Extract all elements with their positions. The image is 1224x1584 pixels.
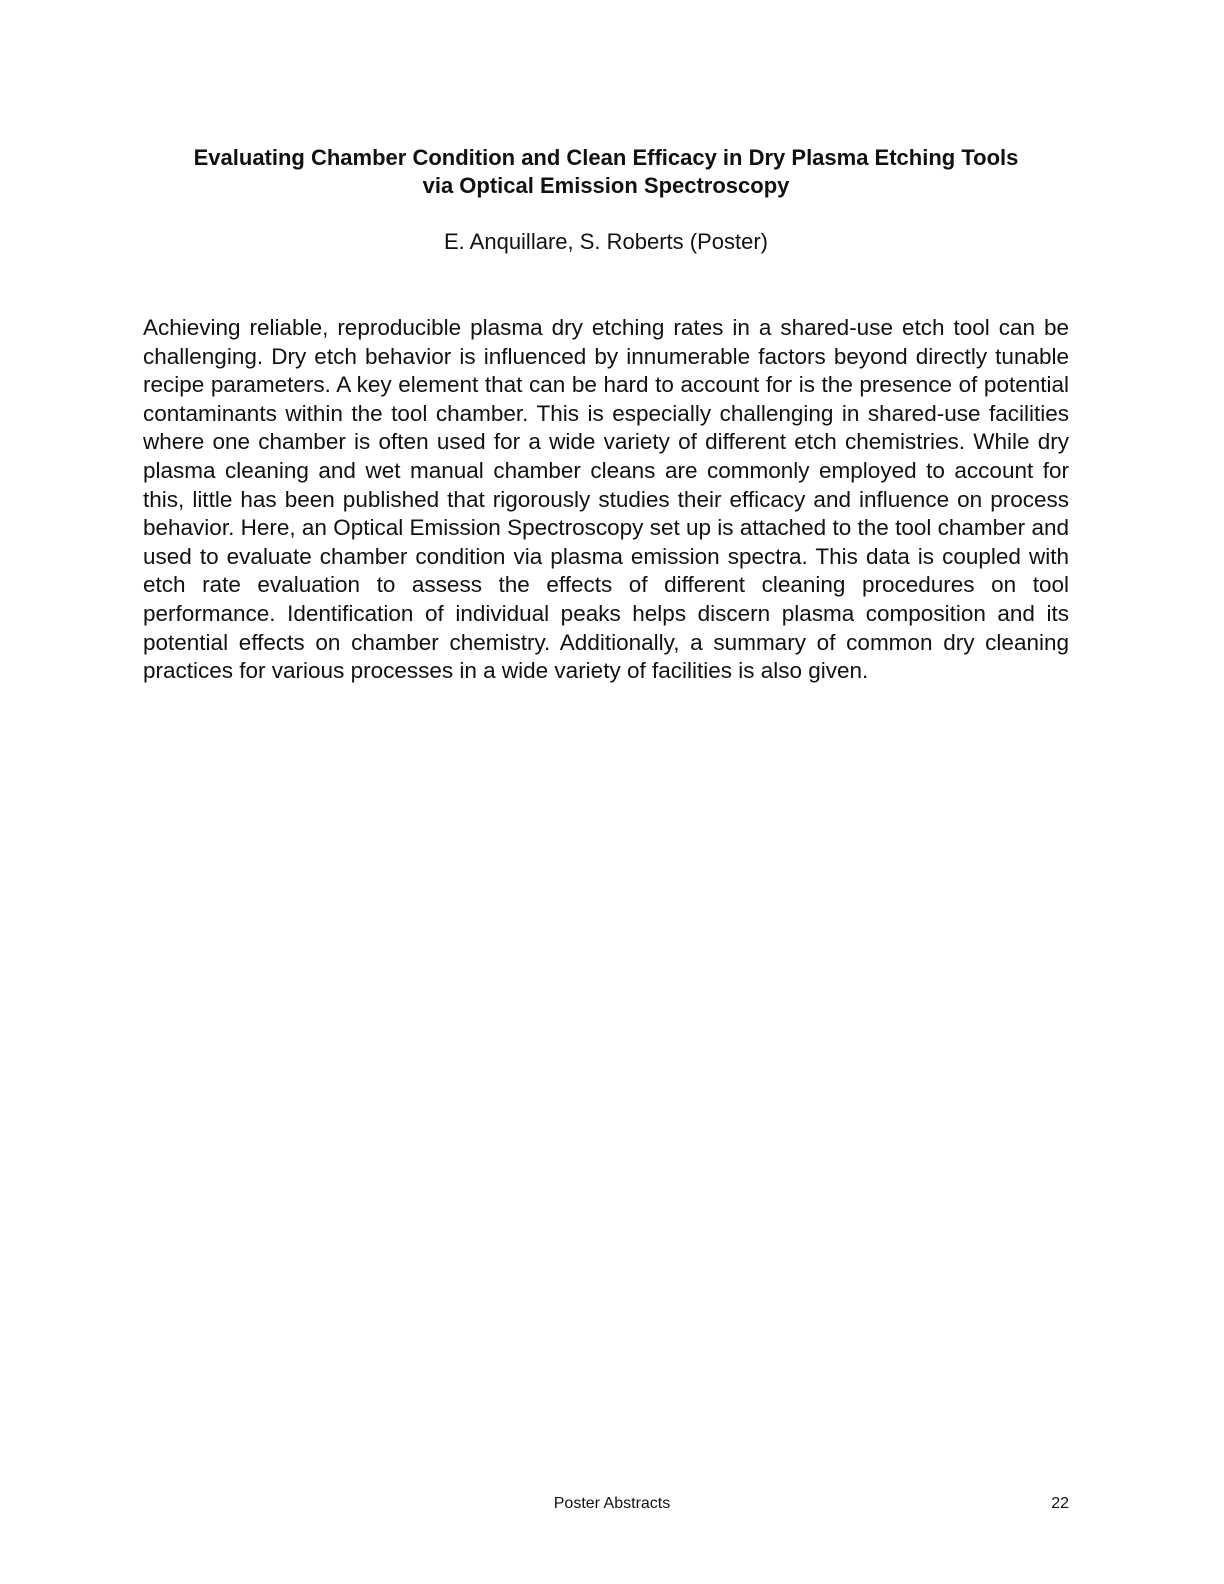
footer-section-label: Poster Abstracts	[553, 1495, 671, 1512]
page-number: 22	[1051, 1495, 1069, 1512]
author-list: E. Anquillare, S. Roberts (Poster)	[443, 229, 769, 254]
title-line-1: Evaluating Chamber Condition and Clean Efficacy in Dry Plasma Etching Tools	[193, 145, 1019, 170]
abstract-title	[143, 144, 1069, 200]
title-line-2: via Optical Emission Spectroscopy	[422, 173, 790, 198]
abstract-body: Achieving reliable, reproducible plasma dry etching rates in a shared-use etch tool can be challenging. Dry etch behavior is influenced by innumerable factors beyond directly tunable recipe parameters. A key element that can be hard to account for is the presence of potential contaminants within the tool chamber. This is especially challenging in shared-use facilities where one chamber is often used for a wide variety of different etch chemistries. While dry plasma cleaning and wet manual chamber cleans are commonly employed to account for this, little has been published that rigorously studies their efficacy and influence on process behavior. Here, an Optical Emission Spectroscopy set up is attached to the tool chamber and used to evaluate chamber condition via plasma emission spectra. This data is coupled with etch rate evaluation to assess the effects of different cleaning procedures on tool performance. Identification of individual peaks helps discern plasma composition and its potential effects on chamber chemistry. Additionally, a summary of common dry cleaning practices for various processes in a wide variety of facilities is also given.	[143, 315, 1069, 684]
